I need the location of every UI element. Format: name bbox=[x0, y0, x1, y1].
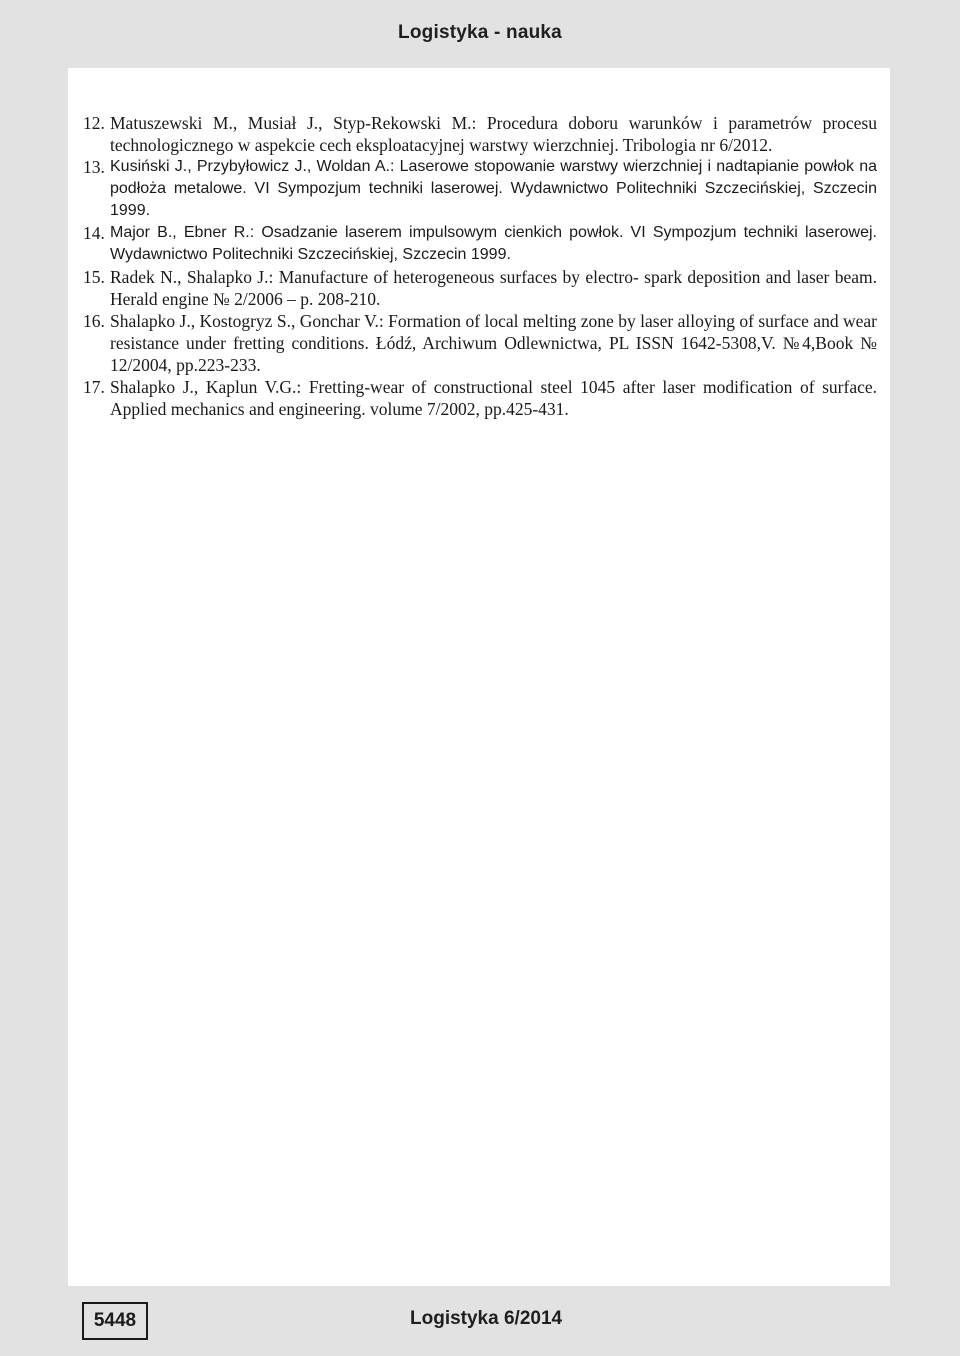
reference-item bbox=[83, 310, 877, 376]
reference-text: Kusiński J., Przybyłowicz J., Woldan A.: Laserowe stopowanie warstwy wierzchniej i nadtapianie powłok na podłoża metalowe. VI Sympozjum techniki laserowej. Wydawnictwo Politechniki Szczecińskiej, Szczecin 1999. bbox=[110, 158, 877, 219]
reference-item bbox=[83, 376, 877, 420]
page-number: 5448 bbox=[82, 1302, 148, 1340]
reference-item bbox=[83, 112, 877, 156]
reference-item bbox=[83, 156, 877, 222]
reference-number: 17. bbox=[83, 377, 105, 397]
reference-item bbox=[83, 222, 877, 266]
reference-text: Shalapko J., Kaplun V.G.: Fretting-wear of constructional steel 1045 after laser modification of surface. Applied mechanics and engineering. volume 7/2002, pp.425-431. bbox=[110, 377, 877, 419]
reference-number: 14. bbox=[83, 223, 105, 243]
journal-issue: Logistyka 6/2014 bbox=[410, 1308, 563, 1329]
reference-text: Major B., Ebner R.: Osadzanie laserem impulsowym cienkich powłok. VI Sympozjum techniki laserowej. Wydawnictwo Politechniki Szczecińskiej, Szczecin 1999. bbox=[110, 224, 877, 263]
reference-item bbox=[83, 266, 877, 310]
reference-number: 12. bbox=[83, 113, 105, 133]
reference-text: Matuszewski M., Musiał J., Styp-Rekowski M.: Procedura doboru warunków i parametrów procesu technologicznego w aspekcie cech eksploatacyjnej warstwy wierzchniej. Tribologia nr 6/2012. bbox=[110, 113, 877, 155]
reference-number: 13. bbox=[83, 157, 105, 177]
reference-text: Shalapko J., Kostogryz S., Gonchar V.: Formation of local melting zone by laser alloying of surface and wear resistance under fretting conditions. Łódź, Archiwum Odlewnictwa, PL ISSN 1642-5308,V. №4,Book № 12/2004, pp.223-233. bbox=[110, 311, 877, 375]
reference-number: 16. bbox=[83, 311, 105, 331]
page-sheet bbox=[68, 68, 890, 1286]
reference-text: Radek N., Shalapko J.: Manufacture of heterogeneous surfaces by electro- spark deposition and laser beam. Herald engine № 2/2006 – p. 208-210. bbox=[110, 267, 877, 309]
page-footer bbox=[82, 1300, 882, 1344]
reference-list bbox=[83, 112, 877, 420]
header-title: Logistyka - nauka bbox=[398, 22, 562, 43]
reference-number: 15. bbox=[83, 267, 105, 287]
